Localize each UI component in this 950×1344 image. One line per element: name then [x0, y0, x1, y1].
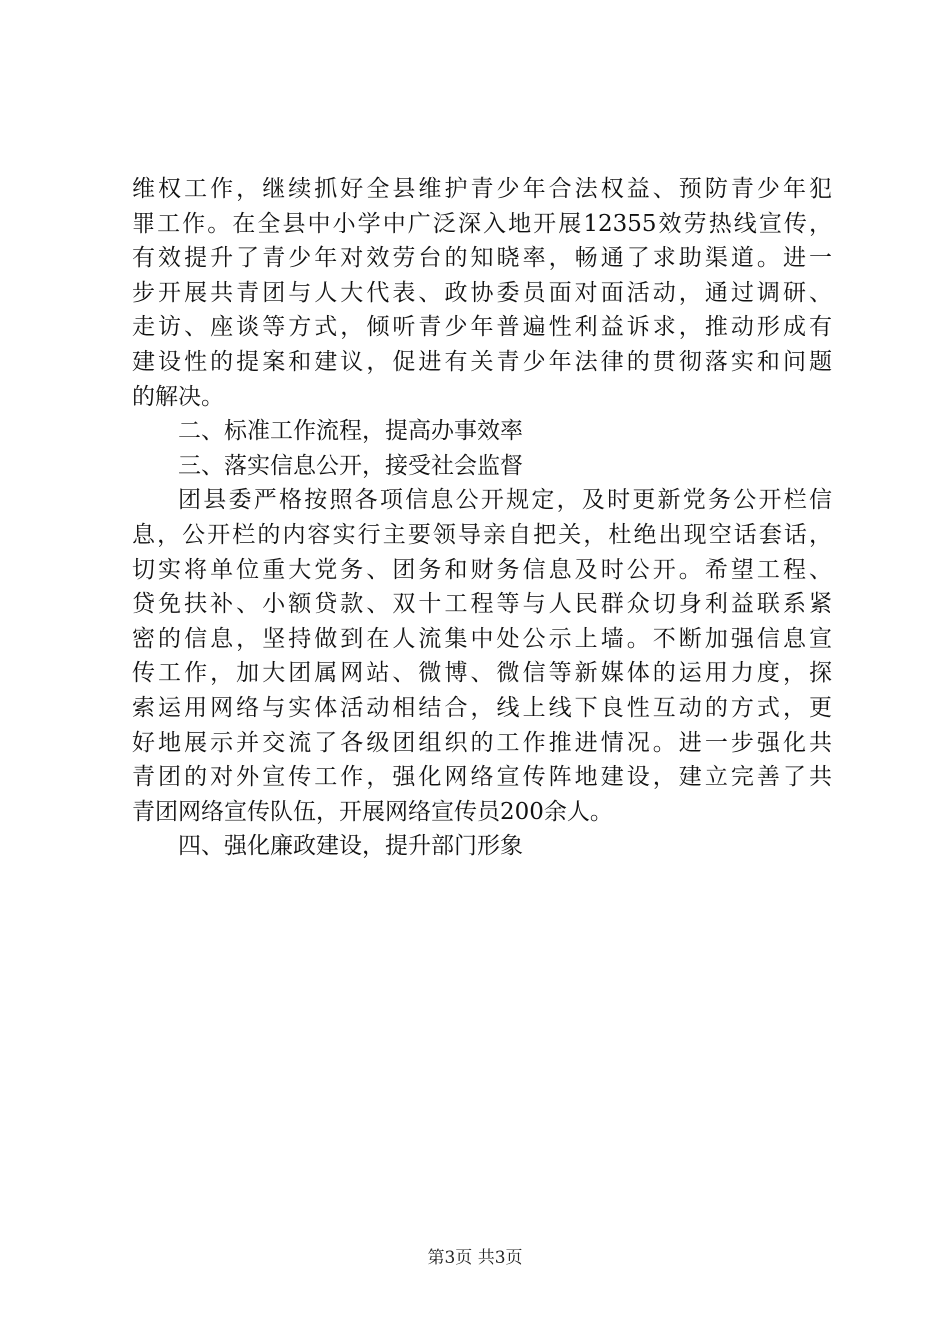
paragraph-line: 建设性的提案和建议，促进有关青少年法律的贯彻落实和问题: [132, 348, 832, 375]
paragraph-line: 罪工作。在全县中小学中广泛深入地开展12355效劳热线宣传，: [132, 210, 832, 237]
paragraph-line: 团县委严格按照各项信息公开规定，及时更新党务公开栏信: [178, 487, 832, 514]
page-number: 第3页 共3页: [427, 1248, 523, 1268]
paragraph-line: 维权工作，继续抓好全县维护青少年合法权益、预防青少年犯: [132, 176, 832, 202]
paragraph-line: 息，公开栏的内容实行主要领导亲自把关，杜绝出现空话套话，: [132, 521, 832, 548]
paragraph-line: 切实将单位重大党务、团务和财务信息及时公开。希望工程、: [132, 556, 832, 583]
section-heading: 四、强化廉政建设，提升部门形象: [178, 833, 523, 860]
paragraph-line: 步开展共青团与人大代表、政协委员面对面活动，通过调研、: [132, 279, 832, 306]
paragraph-line: 青团网络宣传队伍，开展网络宣传员200余人。: [132, 798, 613, 825]
paragraph-line: 好地展示并交流了各级团组织的工作推进情况。进一步强化共: [132, 729, 832, 756]
paragraph-line: 走访、座谈等方式，倾听青少年普遍性利益诉求，推动形成有: [132, 314, 832, 341]
page-footer: [0, 1243, 950, 1268]
body-text: [132, 172, 832, 864]
section-heading: 二、标准工作流程，提高办事效率: [178, 418, 523, 445]
paragraph-line: 的解决。: [132, 383, 224, 410]
paragraph-line: 索运用网络与实体活动相结合，线上线下良性互动的方式，更: [132, 694, 832, 721]
paragraph-line: 有效提升了青少年对效劳台的知晓率，畅通了求助渠道。进一: [132, 245, 832, 272]
paragraph-line: 青团的对外宣传工作，强化网络宣传阵地建设，建立完善了共: [132, 764, 832, 791]
paragraph-line: 密的信息，坚持做到在人流集中处公示上墙。不断加强信息宣: [132, 625, 832, 652]
paragraph-line: 传工作，加大团属网站、微博、微信等新媒体的运用力度，探: [132, 660, 832, 687]
paragraph-line: 贷免扶补、小额贷款、双十工程等与人民群众切身利益联系紧: [132, 591, 832, 618]
section-heading: 三、落实信息公开，接受社会监督: [178, 452, 523, 479]
